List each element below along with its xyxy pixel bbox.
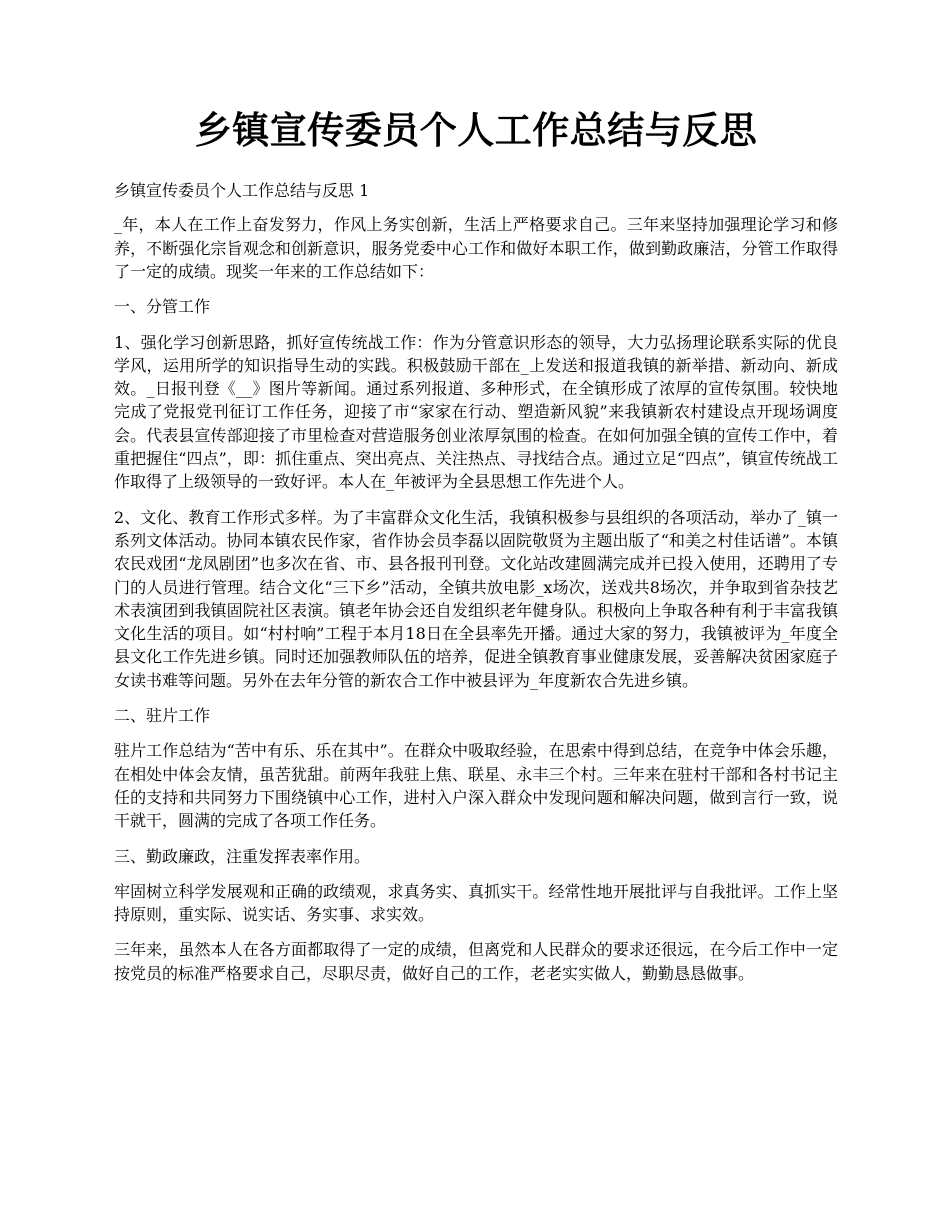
paragraph-integrity: 牢固树立科学发展观和正确的政绩观，求真务实、真抓实干。经常性地开展批评与自我批评。工作上坚持原则，重实际、说实话、务实事、求实效。 xyxy=(114,881,838,925)
paragraph-culture-education: 2、文化、教育工作形式多样。为了丰富群众文化生活，我镇积极参与县组织的各项活动，举办了_镇一系列文体活动。协同本镇农民作家，省作协会员李磊以固院敬贤为主题出版了“和美之村佳话谱”。本镇农民戏团“龙凤剧团”也多次在省、市、县各报刊刊登。文化站改建圆满完成并已投入使用，还聘用了专门的人员进行管理。结合文化“三下乡”活动，全镇共放电影_x场次，送戏共8场次，并争取到省杂技艺术表演团到我镇固院社区表演。镇老年协会还自发组织老年健身队。积极向上争取各种有利于丰富我镇文化生活的项目。如“村村响”工程于本月18日在全县率先开播。通过大家的努力，我镇被评为_年度全县文化工作先进乡镇。同时还加强教师队伍的培养，促进全镇教育事业健康发展，妥善解决贫困家庭子女读书难等问题。另外在去年分管的新农合工作中被县评为_年度新农合先进乡镇。 xyxy=(114,507,838,690)
paragraph-conclusion: 三年来，虽然本人在各方面都取得了一定的成绩，但离党和人民群众的要求还很远，在今后工作中一定按党员的标准严格要求自己，尽职尽责，做好自己的工作，老老实实做人，勤勤恳恳做事。 xyxy=(114,940,838,983)
paragraph-propaganda-work: 1、强化学习创新思路，抓好宣传统战工作：作为分管意识形态的领导，大力弘扬理论联系实际的优良学风，运用所学的知识指导生动的实践。积极鼓励干部在_上发送和报道我镇的新举措、新动向、新成效。_日报刊登《__》图片等新闻。通过系列报道、多种形式，在全镇形成了浓厚的宣传氛围。较快地完成了党报党刊征订工作任务，迎接了市“家家在行动、塑造新风貌”来我镇新农村建设点开现场调度会。代表县宣传部迎接了市里检查对营造服务创业浓厚氛围的检查。在如何加强全镇的宣传工作中，着重把握住“四点”，即：抓住重点、突出亮点、关注热点、寻找结合点。通过立足“四点”，镇宣传统战工作取得了上级领导的一致好评。本人在_年被评为全县思想工作先进个人。 xyxy=(114,332,838,492)
intro-paragraph: _年，本人在工作上奋发努力，作风上务实创新，生活上严格要求自己。三年来坚持加强理论学习和修养，不断强化宗旨观念和创新意识，服务党委中心工作和做好本职工作，做到勤政廉洁，分管工作取得了一定的成绩。现奖一年来的工作总结如下： xyxy=(114,215,838,281)
paragraph-village-work: 驻片工作总结为“苦中有乐、乐在其中”。在群众中吸取经验，在思索中得到总结，在竞争中体会乐趣，在相处中体会友情，虽苦犹甜。前两年我驻上焦、联星、永丰三个村。三年来在驻村干部和各村书记主任的支持和共同努力下围绕镇中心工作，进村入户深入群众中发现问题和解决问题，做到言行一致，说干就干，圆满的完成了各项工作任务。 xyxy=(114,741,838,831)
section-heading-village-work: 二、驻片工作 xyxy=(114,706,211,726)
section-heading-managed-work: 一、分管工作 xyxy=(114,297,211,317)
document-subtitle: 乡镇宣传委员个人工作总结与反思 1 xyxy=(114,181,370,201)
document-title: 乡镇宣传委员个人工作总结与反思 xyxy=(194,108,758,152)
section-heading-integrity: 三、勤政廉政，注重发挥表率作用。 xyxy=(114,846,371,866)
